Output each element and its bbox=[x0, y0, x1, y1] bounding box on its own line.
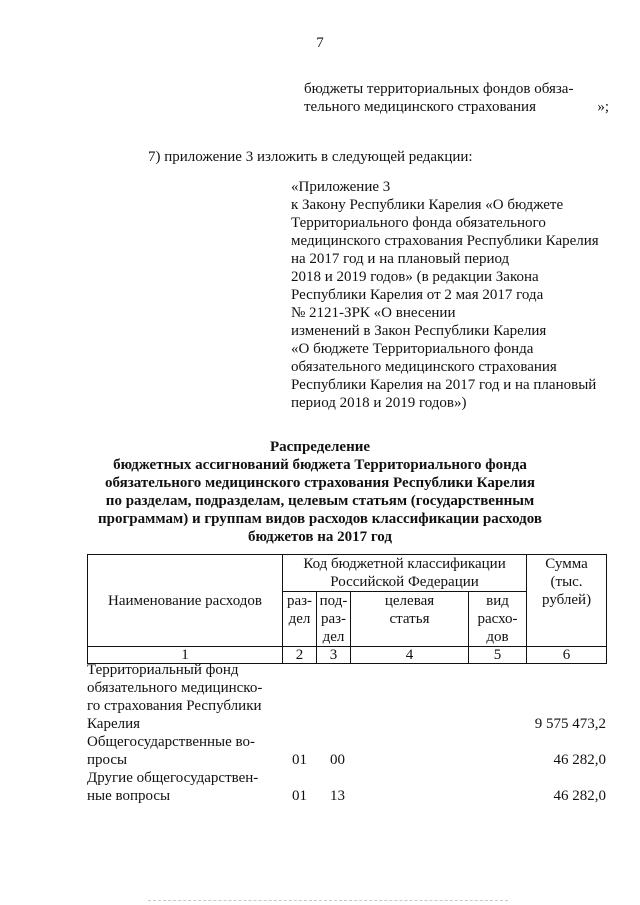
row-subsection: 00 bbox=[330, 752, 345, 768]
header-sum-line: Сумма bbox=[545, 556, 588, 572]
header-kind-line: расхо- bbox=[477, 611, 518, 627]
appendix-header bbox=[291, 178, 621, 412]
header-target bbox=[351, 592, 469, 647]
budget-table-header bbox=[87, 554, 607, 664]
column-number: 4 bbox=[351, 647, 469, 664]
row-amount: 9 575 473,2 bbox=[534, 716, 606, 732]
row-name-line: просы bbox=[87, 752, 128, 768]
row-section: 01 bbox=[292, 752, 307, 768]
table-row bbox=[87, 733, 606, 769]
appendix-line: обязательного медицинского страхования bbox=[291, 359, 557, 375]
appendix-line: Территориального фонда обязательного bbox=[291, 215, 546, 231]
heading-line: обязательного медицинского страхования Республики Карелия bbox=[104, 475, 536, 491]
row-name-line: Карелия bbox=[87, 716, 141, 732]
column-number: 1 bbox=[88, 647, 283, 664]
row-name-line: Территориальный фонд bbox=[87, 662, 239, 678]
header-sum-line: рублей) bbox=[542, 592, 592, 608]
header-section bbox=[283, 592, 317, 647]
heading-line: бюджетов на 2017 год bbox=[248, 529, 392, 545]
header-kind-line: вид bbox=[486, 593, 509, 609]
heading-line: по разделам, подразделам, целевым статьям (государственным bbox=[105, 493, 535, 509]
row-name bbox=[87, 661, 277, 733]
item-7-paragraph: 7) приложение 3 изложить в следующей редакции: bbox=[148, 149, 473, 165]
footer-rule bbox=[148, 900, 508, 901]
appendix-line: период 2018 и 2019 годов») bbox=[291, 395, 467, 411]
header-section-line: раз- bbox=[286, 593, 313, 609]
appendix-line: «Приложение 3 bbox=[291, 179, 391, 195]
appendix-line: медицинского страхования Республики Карелия bbox=[291, 233, 599, 249]
header-name: Наименование расходов bbox=[88, 555, 283, 647]
header-subsection-line: дел bbox=[322, 629, 345, 645]
header-kind bbox=[469, 592, 527, 647]
row-amount: 46 282,0 bbox=[553, 752, 606, 768]
header-target-line: статья bbox=[389, 611, 430, 627]
appendix-line: изменений в Закон Республики Карелия bbox=[291, 323, 547, 339]
appendix-line: к Закону Республики Карелия «О бюджете bbox=[291, 197, 564, 213]
row-name bbox=[87, 733, 277, 769]
appendix-line: № 2121-ЗРК «О внесении bbox=[291, 305, 456, 321]
header-code-line: Российской Федерации bbox=[330, 574, 479, 590]
header-sum-line: (тыс. bbox=[550, 574, 583, 590]
table-row bbox=[87, 661, 606, 733]
heading-line: программам) и группам видов расходов классификации расходов bbox=[98, 511, 542, 527]
appendix-line: 2018 и 2019 годов» (в редакции Закона bbox=[291, 269, 539, 285]
appendix-line: «О бюджете Территориального фонда bbox=[291, 341, 534, 357]
column-number: 2 bbox=[283, 647, 317, 664]
appendix-line: Республики Карелия на 2017 год и на плановый bbox=[291, 377, 597, 393]
header-subsection-line: раз- bbox=[320, 611, 347, 627]
text-line: бюджеты территориальных фондов обяза- bbox=[304, 81, 574, 97]
header-target-line: целевая bbox=[384, 593, 435, 609]
column-number: 3 bbox=[317, 647, 351, 664]
table-row bbox=[87, 769, 606, 805]
row-name-line: обязательного медицинско- bbox=[87, 680, 263, 696]
heading-line: бюджетных ассигнований бюджета Территориального фонда bbox=[113, 457, 527, 473]
table-heading bbox=[0, 438, 640, 546]
row-subsection: 13 bbox=[330, 788, 345, 804]
header-code-group bbox=[283, 555, 527, 592]
heading-line: Распределение bbox=[269, 439, 371, 455]
row-section: 01 bbox=[292, 788, 307, 804]
budget-rows bbox=[87, 661, 606, 805]
row-name-line: го страхования Республики bbox=[87, 698, 262, 714]
continuation-text bbox=[304, 80, 609, 116]
row-name-line: Общегосударственные во- bbox=[87, 734, 256, 750]
header-subsection bbox=[317, 592, 351, 647]
column-number: 6 bbox=[527, 647, 607, 664]
header-code-line: Код бюджетной классификации bbox=[303, 556, 506, 572]
text-line-end: »; bbox=[597, 99, 609, 115]
row-amount: 46 282,0 bbox=[553, 788, 606, 804]
appendix-line: на 2017 год и на плановый период bbox=[291, 251, 510, 267]
text-line: тельного медицинского страхования bbox=[304, 99, 536, 115]
header-subsection-line: под- bbox=[319, 593, 348, 609]
row-name bbox=[87, 769, 277, 805]
appendix-line: Республики Карелия от 2 мая 2017 года bbox=[291, 287, 544, 303]
column-number: 5 bbox=[469, 647, 527, 664]
header-section-line: дел bbox=[288, 611, 311, 627]
header-sum bbox=[527, 555, 607, 647]
header-kind-line: дов bbox=[486, 629, 509, 645]
page-number: 7 bbox=[316, 35, 324, 51]
row-name-line: Другие общегосударствен- bbox=[87, 770, 259, 786]
row-name-line: ные вопросы bbox=[87, 788, 171, 804]
